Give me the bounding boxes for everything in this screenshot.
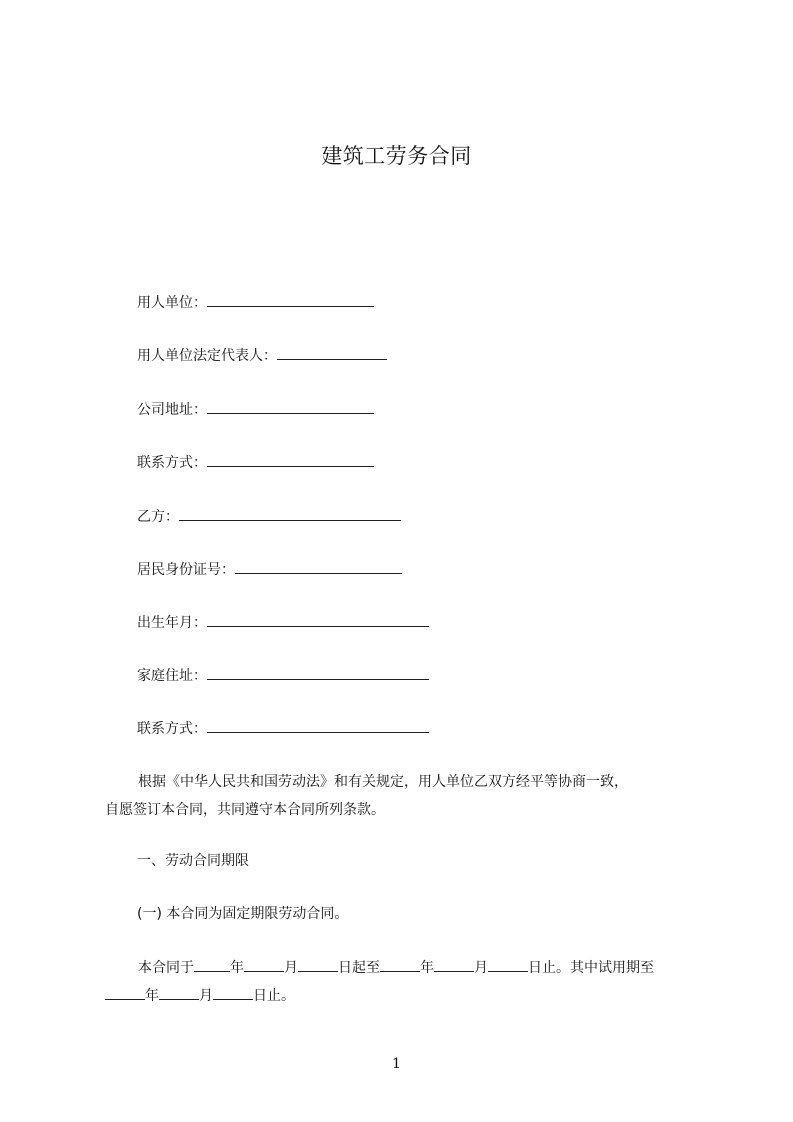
party-b-field (137, 506, 401, 527)
day-to-label: 日止。其中试用期至 (528, 960, 654, 976)
fill-in-line (207, 612, 429, 627)
employee-contact-field (137, 718, 429, 739)
contract-term-paragraph (105, 954, 695, 1010)
blank-trial-month (159, 985, 199, 1000)
legal-representative-field (137, 345, 387, 366)
year-label: 年 (230, 960, 244, 976)
blank-end-month (434, 957, 474, 972)
month-label: 月 (284, 960, 298, 976)
blank-start-year (194, 957, 230, 972)
blank-trial-day (213, 985, 253, 1000)
field-label: 联系方式： (137, 721, 207, 737)
fill-in-line (207, 292, 374, 307)
year-label: 年 (420, 960, 434, 976)
page-number: 1 (392, 1056, 401, 1072)
fill-in-line (207, 665, 429, 680)
fill-in-line (207, 399, 374, 414)
term-prefix: 本合同于 (138, 960, 194, 976)
blank-end-day (488, 957, 528, 972)
fill-in-line (207, 452, 374, 467)
intro-line-1: 根据《中华人民共和国劳动法》和有关规定，用人单位乙双方经平等协商一致， (138, 774, 628, 790)
blank-start-month (244, 957, 284, 972)
field-label: 乙方： (137, 509, 179, 525)
document-title: 建筑工劳务合同 (321, 144, 472, 168)
id-number-field (137, 559, 402, 580)
blank-start-day (298, 957, 338, 972)
intro-paragraph (105, 768, 695, 824)
field-label: 联系方式： (137, 455, 207, 471)
term-line-2 (105, 982, 695, 1010)
field-label: 公司地址： (137, 402, 207, 418)
blank-trial-year (105, 985, 145, 1000)
year-label: 年 (145, 988, 159, 1004)
field-label: 居民身份证号： (137, 562, 235, 578)
day-end-label: 日止。 (253, 988, 295, 1004)
section-1-clause: (一) 本合同为固定期限劳动合同。 (137, 906, 349, 922)
section-1-heading: 一、劳动合同期限 (137, 853, 249, 869)
blank-end-year (380, 957, 420, 972)
employer-name-field (137, 292, 374, 313)
field-label: 用人单位法定代表人： (137, 348, 277, 364)
day-from-label: 日起至 (338, 960, 380, 976)
term-line-1 (105, 954, 695, 982)
fill-in-line (207, 718, 429, 733)
fill-in-line (277, 345, 387, 360)
field-label: 家庭住址： (137, 668, 207, 684)
month-label: 月 (199, 988, 213, 1004)
employer-contact-field (137, 452, 374, 473)
fill-in-line (235, 559, 402, 574)
month-label: 月 (474, 960, 488, 976)
fill-in-line (179, 506, 401, 521)
home-address-field (137, 665, 429, 686)
company-address-field (137, 399, 374, 420)
field-label: 用人单位： (137, 295, 207, 311)
field-label: 出生年月： (137, 615, 207, 631)
intro-line-2: 自愿签订本合同，共同遵守本合同所列条款。 (105, 802, 385, 818)
birth-date-field (137, 612, 429, 633)
